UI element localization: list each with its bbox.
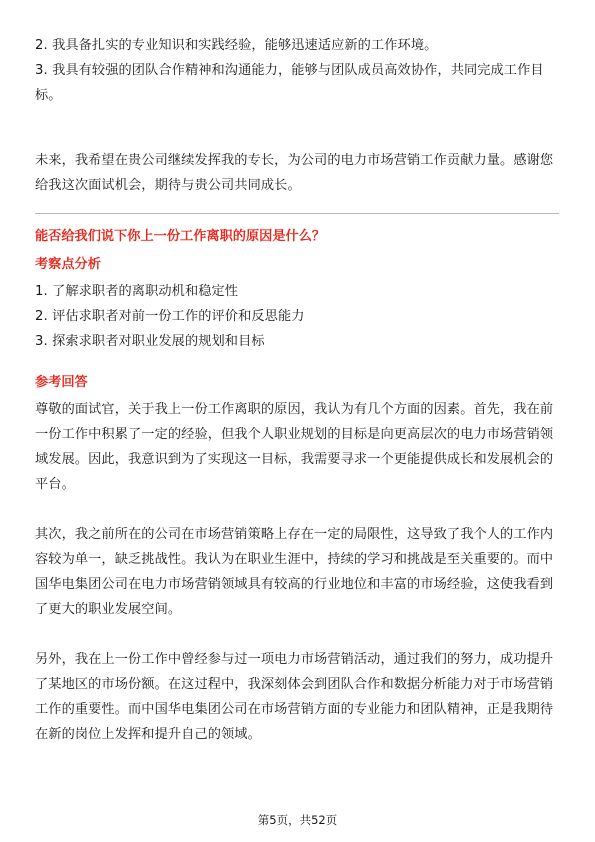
list-item: 3. 我具有较强的团队合作精神和沟通能力，能够与团队成员高效协作，共同完成工作目标。 bbox=[35, 63, 544, 103]
analysis-list bbox=[35, 279, 559, 354]
answer-body bbox=[35, 397, 559, 747]
analysis-heading: 考察点分析 bbox=[35, 257, 101, 272]
answer-paragraph: 其次，我之前所在的公司在市场营销策略上存在一定的局限性，这导致了我个人的工作内容较为单一，缺乏挑战性。我认为在职业生涯中，持续的学习和挑战是至关重要的。而中国华电集团公司在电力市场营销领域具有较高的行业地位和丰富的市场经验，这使我看到了更大的职业发展空间。 bbox=[35, 527, 554, 617]
closing-paragraph: 未来，我希望在贵公司继续发挥我的专长，为公司的电力市场营销工作贡献力量。感谢您给我这次面试机会，期待与贵公司共同成长。 bbox=[35, 153, 554, 193]
list-item: 3. 探索求职者对职业发展的规划和目标 bbox=[35, 334, 265, 349]
answer-heading: 参考回答 bbox=[35, 375, 88, 390]
answer-paragraph: 尊敬的面试官，关于我上一份工作离职的原因，我认为有几个方面的因素。首先，我在前一份工作中积累了一定的经验，但我个人职业规划的目标是向更高层次的电力市场营销领域发展。因此，我意识到为了实现这一目标，我需要寻求一个更能提供成长和发展机会的平台。 bbox=[35, 402, 554, 492]
question-heading: 能否给我们说下你上一份工作离职的原因是什么？ bbox=[35, 229, 326, 244]
strengths-list bbox=[35, 33, 559, 108]
document-page bbox=[35, 0, 559, 842]
page-number: 第5页，共52页 bbox=[257, 813, 338, 827]
section-divider bbox=[35, 213, 559, 214]
list-item: 2. 评估求职者对前一份工作的评价和反思能力 bbox=[35, 309, 305, 324]
list-item: 1. 了解求职者的离职动机和稳定性 bbox=[35, 284, 239, 299]
answer-paragraph: 另外，我在上一份工作中曾经参与过一项电力市场营销活动，通过我们的努力，成功提升了某地区的市场份额。在这过程中，我深刻体会到团队合作和数据分析能力对于市场营销工作的重要性。而中国华电集团公司在市场营销方面的专业能力和团队精神，正是我期待在新的岗位上发挥和提升自己的领域。 bbox=[35, 652, 554, 742]
paragraph-spacer bbox=[35, 622, 559, 647]
paragraph-spacer bbox=[35, 497, 559, 522]
list-item: 2. 我具备扎实的专业知识和实践经验，能够迅速适应新的工作环境。 bbox=[35, 38, 438, 53]
